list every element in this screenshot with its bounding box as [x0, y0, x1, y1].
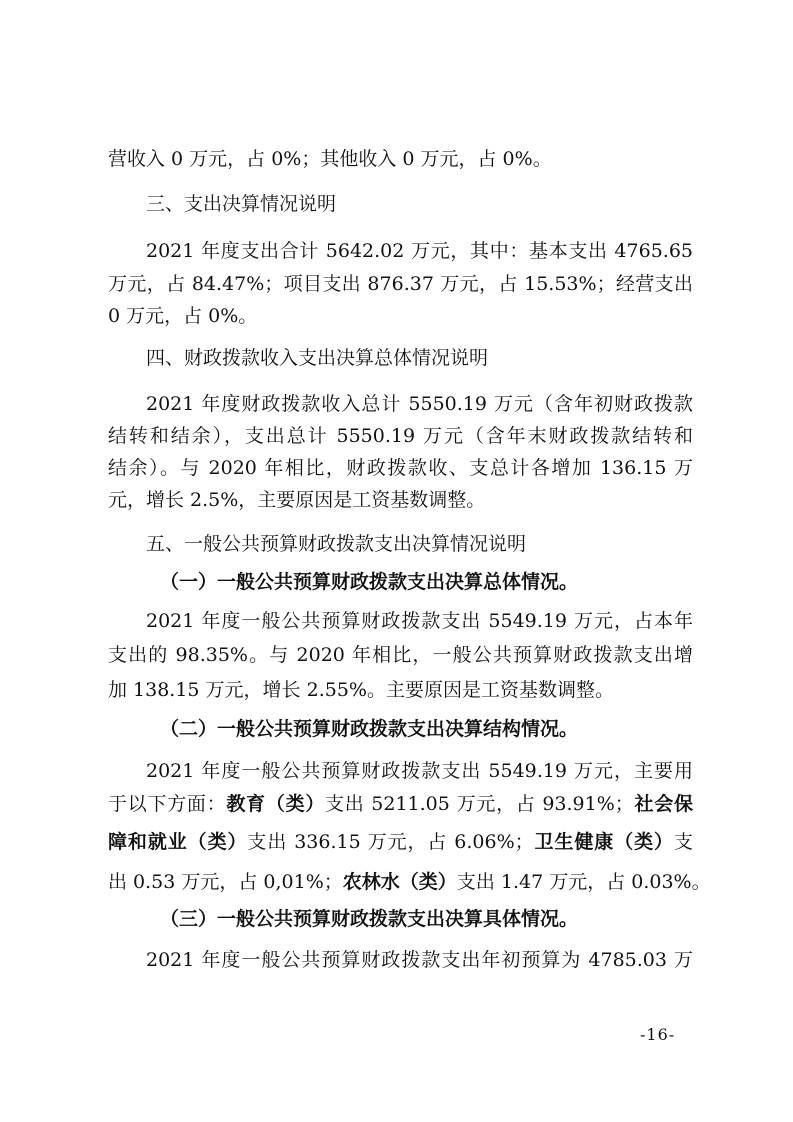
- text-run: 支出 336.15 万元，占 6.06%；: [247, 831, 534, 853]
- paragraph-line: 2021 年度一般公共预算财政拨款支出 5549.19 万元，占本年: [146, 610, 693, 632]
- section-heading-3: 三、支出决算情况说明: [146, 193, 337, 215]
- page-number: -16-: [640, 1025, 676, 1044]
- paragraph-line: 结余）。与 2020 年相比，财政拨款收、支总计各增加 136.15 万: [108, 457, 693, 479]
- paragraph-line: 元，增长 2.5%，主要原因是工资基数调整。: [108, 489, 486, 511]
- category-agriculture: 农林水（类）: [342, 871, 457, 893]
- section-heading-4: 四、财政拨款收入支出决算总体情况说明: [146, 347, 489, 369]
- category-health: 卫生健康（类）: [533, 831, 674, 853]
- paragraph-line: 2021 年度一般公共预算财政拨款支出年初预算为 4785.03 万: [146, 949, 693, 971]
- text-run: 出 0.53 万元，占 0,01%；: [108, 871, 343, 893]
- paragraph-line: 营收入 0 万元，占 0%；其他收入 0 万元，占 0%。: [108, 148, 552, 170]
- paragraph-line: [108, 828, 693, 856]
- text-run: 于以下方面：: [108, 793, 227, 815]
- paragraph-line: 2021 年度财政拨款收入总计 5550.19 万元（含年初财政拨款: [146, 393, 693, 415]
- paragraph-line: 加 138.15 万元，增长 2.55%。主要原因是工资基数调整。: [108, 679, 614, 701]
- paragraph-line: 2021 年度一般公共预算财政拨款支出 5549.19 万元，主要用: [146, 760, 693, 782]
- subsection-heading-3: （三）一般公共预算财政拨款支出决算具体情况。: [160, 908, 579, 930]
- subsection-heading-1: （一）一般公共预算财政拨款支出决算总体情况。: [160, 571, 579, 593]
- paragraph-line: 万元，占 84.47%；项目支出 876.37 万元，占 15.53%；经营支出: [108, 273, 693, 295]
- paragraph-line: [108, 868, 711, 896]
- subsection-heading-2: （二）一般公共预算财政拨款支出决算结构情况。: [160, 718, 579, 740]
- paragraph-line: 0 万元，占 0%。: [108, 305, 258, 327]
- paragraph-line: 结转和结余），支出总计 5550.19 万元（含年末财政拨款结转和: [108, 425, 693, 447]
- text-run: 支出 1.47 万元，占 0.03%。: [456, 871, 711, 893]
- text-run: 支: [673, 831, 693, 853]
- category-social-security: 社会保: [633, 793, 693, 815]
- text-run: 支出 5211.05 万元，占 93.91%；: [325, 793, 634, 815]
- paragraph-line: 2021 年度支出合计 5642.02 万元，其中：基本支出 4765.65: [146, 240, 693, 262]
- paragraph-line: 支出的 98.35%。与 2020 年相比，一般公共预算财政拨款支出增: [108, 644, 693, 666]
- category-social-security-cont: 障和就业（类）: [108, 831, 248, 853]
- paragraph-line: [108, 790, 693, 818]
- section-heading-5: 五、一般公共预算财政拨款支出决算情况说明: [146, 533, 527, 555]
- category-education: 教育（类）: [226, 793, 326, 815]
